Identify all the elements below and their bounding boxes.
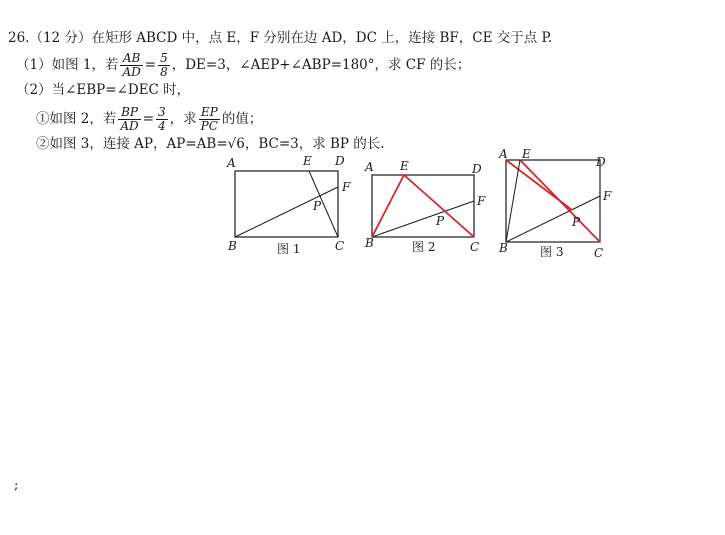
- fig2-caption: 图 2: [412, 240, 436, 254]
- fig1-label-p: P: [313, 199, 322, 213]
- part1-line: [16, 52, 470, 79]
- fig2-label-e: E: [400, 159, 409, 173]
- fig2-label-d: D: [472, 162, 482, 176]
- fig1-label-a: A: [227, 156, 236, 170]
- fig1-label-c: C: [335, 239, 345, 253]
- sub1-prefix: ①如图 2，若: [36, 111, 117, 127]
- fig3-line-be: [506, 160, 520, 242]
- fig3-label-f: F: [603, 189, 612, 203]
- fig3-label-c: C: [594, 246, 604, 260]
- fig1-label-f: F: [342, 180, 351, 194]
- part2-sub1: [36, 106, 262, 133]
- part1-suffix: ，DE=3，∠AEP+∠ABP=180°，求 CF 的长；: [171, 57, 471, 73]
- part1-prefix: （1）如图 1，若: [16, 57, 119, 73]
- fig2-label-p: P: [436, 214, 445, 228]
- footer-mark: ;: [14, 478, 19, 493]
- fig1-line-bf: [235, 187, 338, 237]
- fig2-label-c: C: [470, 240, 480, 254]
- fig3-rectangle: [506, 160, 600, 242]
- part1-fraction-5-8: $\frac{5}{8}$: [160, 51, 168, 79]
- sub1-fraction-bp-ad: $\frac{BP}{AD}$: [120, 105, 139, 133]
- fig3-line-bf: [506, 196, 600, 242]
- sub1-mid: ，求: [169, 111, 197, 127]
- fig2-label-f: F: [477, 194, 486, 208]
- sub1-suffix: 的值；: [221, 111, 263, 127]
- sub1-fraction-ep-pc: $\frac{EP}{PC}$: [200, 105, 218, 133]
- part1-fraction-ab-ad: $\frac{AB}{AD}$: [122, 51, 141, 79]
- fig3-label-d: D: [596, 155, 606, 169]
- fig1-caption: 图 1: [277, 242, 301, 256]
- fig3-label-a: A: [499, 147, 508, 161]
- fig1-rectangle: [235, 171, 338, 237]
- fig1-label-b: B: [228, 239, 237, 253]
- figure-2: [362, 155, 492, 260]
- fig3-label-e: E: [522, 147, 531, 161]
- fig2-label-a: A: [365, 160, 374, 174]
- fig2-label-b: B: [365, 236, 374, 250]
- fig1-label-e: E: [303, 154, 312, 168]
- question-header: 26.（12 分）在矩形 ABCD 中，点 E，F 分别在边 AD，DC 上，连接 BF，CE 交于点 P.: [8, 30, 553, 46]
- fig3-label-p: P: [572, 215, 581, 229]
- fig1-label-d: D: [335, 154, 345, 168]
- sub1-equals: =: [142, 111, 154, 127]
- part1-equals: =: [144, 57, 157, 73]
- fig3-label-b: B: [499, 241, 508, 255]
- figure-3: [496, 148, 621, 263]
- part2-intro: （2）当∠EBP=∠DEC 时，: [16, 82, 191, 98]
- part2-sub2: ②如图 3，连接 AP，AP=AB=√6，BC=3，求 BP 的长.: [36, 136, 385, 152]
- figure-1: [225, 155, 355, 260]
- sub1-fraction-3-4: $\frac{3}{4}$: [158, 105, 166, 133]
- fig3-caption: 图 3: [540, 245, 564, 259]
